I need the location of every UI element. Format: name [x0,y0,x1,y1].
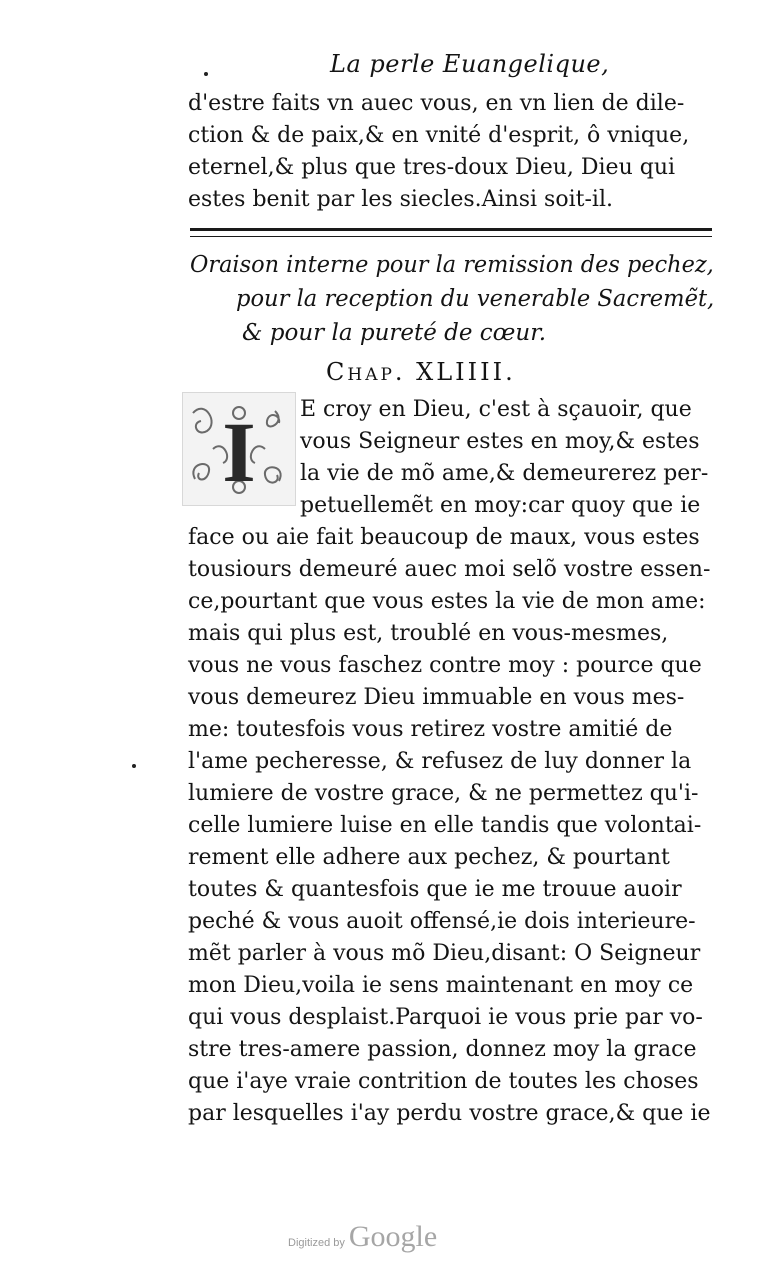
chapter-title-line-1: Oraison interne pour la remission des pechez, [190,252,714,278]
intro-line-3: eternel,& plus que tres-doux Dieu, Dieu qui [188,155,676,180]
google-wordmark: Google [348,1220,438,1253]
intro-line-4: estes benit par les siecles.Ainsi soit-il. [188,187,613,212]
chapter-title-line-2: pour la reception du venerable Sacremẽt, [236,286,715,312]
chapter-number: Chap. XLIIII. [326,358,516,386]
body-line-17: peché & vous auoit offensé,ie dois interieure- [188,909,696,934]
intro-line-2: ction & de paix,& en vnité d'esprit, ô vnique, [188,123,690,148]
digitized-label: Digitized by [288,1237,345,1249]
body-line-20: qui vous desplaist.Parquoi ie vous prie par vo- [188,1005,703,1030]
body-line-22: que i'aye vraie contrition de toutes les choses [188,1069,699,1094]
digitized-watermark [288,1220,437,1254]
ornamental-initial-art [183,393,295,505]
ornamental-initial [182,392,296,506]
body-line-2: vous Seigneur estes en moy,& estes [300,429,700,454]
body-line-14: celle lumiere luise en elle tandis que volontai- [188,813,702,838]
body-line-10: vous demeurez Dieu immuable en vous mes- [188,685,685,710]
body-line-3: la vie de mõ ame,& demeurerez per- [300,461,709,486]
body-line-23: par lesquelles i'ay perdu vostre grace,& que ie [188,1101,711,1126]
body-line-16: toutes & quantesfois que ie me trouue auoir [188,877,682,902]
running-header: La perle Euangelique, [330,50,610,78]
body-line-5: face ou aie fait beaucoup de maux, vous estes [188,525,700,550]
section-rule-top [190,228,712,231]
body-line-9: vous ne vous faschez contre moy : pource que [188,653,702,678]
body-line-13: lumiere de vostre grace, & ne permettez qu'i- [188,781,699,806]
body-line-19: mon Dieu,voila ie sens maintenant en moy ce [188,973,694,998]
body-line-7: ce,pourtant que vous estes la vie de mon ame: [188,589,706,614]
body-line-8: mais qui plus est, troublé en vous-mesmes, [188,621,669,646]
ink-speck [132,764,136,768]
intro-line-1: d'estre faits vn auec vous, en vn lien de dile- [188,91,685,116]
body-line-11: me: toutesfois vous retirez vostre amitié de [188,717,673,742]
body-line-12: l'ame pecheresse, & refusez de luy donner la [188,749,692,774]
body-line-1: E croy en Dieu, c'est à sçauoir, que [300,397,692,422]
chapter-title-line-3: & pour la pureté de cœur. [242,320,547,346]
body-line-21: stre tres-amere passion, donnez moy la grace [188,1037,697,1062]
ink-speck [204,72,208,76]
section-rule-bottom [190,236,712,237]
body-line-15: rement elle adhere aux pechez, & pourtant [188,845,670,870]
body-line-4: petuellemẽt en moy:car quoy que ie [300,493,701,518]
drop-cap-letter: I [222,404,256,500]
body-line-6: tousiours demeuré auec moi selõ vostre essen- [188,557,711,582]
body-line-18: mẽt parler à vous mõ Dieu,disant: O Seigneur [188,941,701,966]
